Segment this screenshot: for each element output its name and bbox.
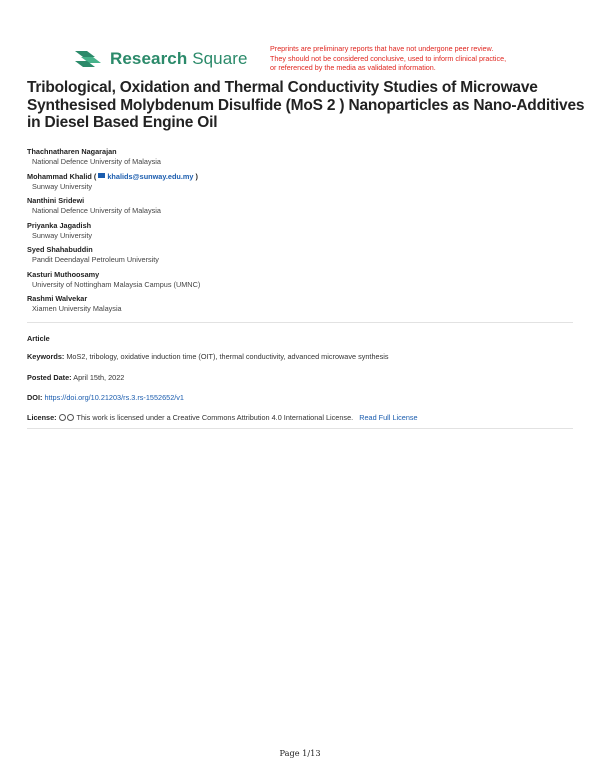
author-name: Thachnatharen Nagarajan [27,147,117,156]
page-number: Page 1/13 [279,748,321,758]
author-name: Nanthini Sridewi [27,196,85,205]
divider [27,322,573,323]
author-affiliation: Sunway University [32,181,93,191]
author-affiliation: University of Nottingham Malaysia Campus (UMNC) [32,279,201,289]
read-full-license-link[interactable]: Read Full License [359,413,418,422]
author-entry [27,270,527,295]
author-name: Syed Shahabuddin [27,245,93,254]
envelope-icon [98,173,105,178]
author-name: Priyanka Jagadish [27,220,92,230]
author-affiliation: National Defence University of Malaysia [32,157,161,166]
doi-row [27,393,184,403]
preprint-notice [270,44,540,73]
license-label: License: [27,413,57,422]
author-email-link[interactable]: khalids@sunway.edu.my [107,171,194,181]
author-name: Kasturi Muthoosamy [27,269,100,279]
author-entry [27,221,527,246]
title-line: in Diesel Based Engine Oil [27,114,218,131]
research-square-logo-icon [73,48,103,70]
author-list [27,147,527,319]
author-entry [27,196,527,221]
notice-line: Preprints are preliminary reports that have not undergone peer review. [270,44,494,53]
author-entry [27,294,527,319]
posted-date-row [27,373,124,383]
corresponding-author: Mohammad Khalid ( khalids@sunway.edu.my ) [27,171,198,181]
brand-name: Research Square [110,49,248,68]
author-affiliation: Pandit Deendayal Petroleum University [32,255,159,264]
title-line: Tribological, Oxidation and Thermal Conductivity Studies of Microwave [27,79,538,96]
keywords-label: Keywords: [27,352,65,361]
creative-commons-icon [59,414,66,421]
author-affiliation: Xiamen University Malaysia [32,304,122,313]
author-affiliation: National Defence University of Malaysia [32,206,161,215]
keywords-row [27,352,389,362]
author-name: Rashmi Walvekar [27,294,88,303]
divider [27,428,573,429]
title-line: Synthesised Molybdenum Disulfide (MoS 2 ) Nanoparticles as Nano-Additives [27,96,585,114]
license-text: This work is licensed under a Creative Commons Attribution 4.0 International License. [76,413,354,422]
article-type: Article [27,334,50,343]
notice-line: They should not be considered conclusive, used to inform clinical practice, [270,53,507,63]
author-entry [27,147,527,172]
author-entry [27,245,527,270]
doi-link[interactable]: https://doi.org/10.21203/rs.3.rs-1552652/v1 [44,393,184,402]
paper-title [27,79,585,132]
license-row [27,413,418,423]
doi-label: DOI: [27,393,43,402]
notice-line: or referenced by the media as validated information. [270,63,436,73]
keywords-text: MoS2, tribology, oxidative induction time (OIT), thermal conductivity, advanced microwave synthesis [66,352,389,361]
author-affiliation: Sunway University [32,230,93,240]
author-name: Mohammad Khalid [27,171,92,181]
posted-date-value: April 15th, 2022 [73,373,125,382]
research-square-logo[interactable] [73,48,248,70]
posted-date-label: Posted Date: [27,373,72,382]
author-entry [27,172,527,197]
attribution-icon [67,414,74,421]
